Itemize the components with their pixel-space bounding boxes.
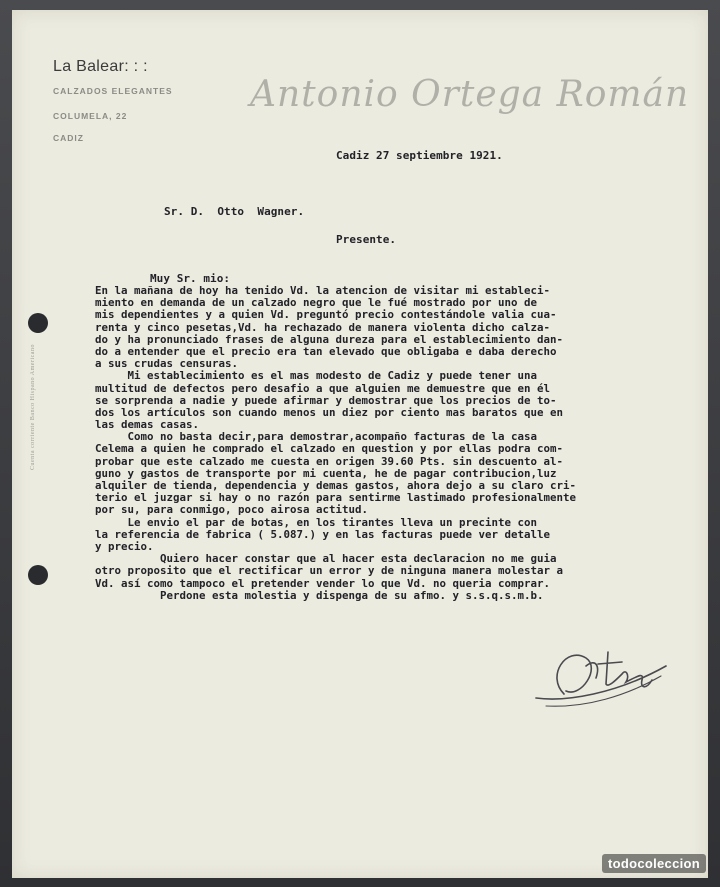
body-line: las demas casas. [95,418,200,432]
body-line: probar que este calzado me cuesta en origen 39.60 Pts. sin descuento al- [95,454,564,468]
body-line: alquiler de tienda, dependencia y demas gastos, ahora dejo a su claro cri- [95,479,577,492]
body-line: Celema a quien he comprado el calzado en question y por ellas podra com- [95,442,564,456]
body-line: do y ha pronunciado frases de alguna dureza para el establecimiento dan- [95,332,564,346]
body-line: terio el juzgar si hay o no razón para sentirme lastimado profesionalmente [95,491,577,505]
letter-salutation: Muy Sr. mio: [150,272,231,285]
body-line: dos los artículos son cuando menos un diez por ciento mas baratos que en [95,405,564,419]
body-line: Le envio el par de botas, en los tirantes lleva un precinte con [95,515,538,529]
body-line: multitud de defectos pero desafio a que alguien me demuestre que en él [95,381,551,395]
body-line: renta y cinco pesetas,Vd. ha rechazado de manera violenta dicho calza- [95,320,551,334]
body-line: y precio. [95,539,154,553]
body-line: Mi establecimiento es el mas modesto de Cadiz y puede tener una [95,369,538,383]
punch-hole [28,313,48,333]
letter-presente: Presente. [336,233,397,246]
letter-body [95,285,576,602]
body-line: se sorprenda a nadie y puede afirmar y demostrar que los precios de to- [95,393,557,407]
body-line: Como no basta decir,para demostrar,acompaño facturas de la casa [95,430,538,444]
body-line: guno y gastos de transporte por mi cuenta, he de pagar contribucion,luz [95,466,557,480]
letter-recipient: Sr. D. Otto Wagner. [164,205,305,218]
letterhead-merchant-name: Antonio Ortega Román [250,74,690,115]
handwritten-signature [526,636,676,716]
letterhead-line-1: CALZADOS ELEGANTES [53,86,173,96]
watermark: todocoleccion [602,854,706,873]
body-line: a sus crudas censuras. [95,357,239,371]
body-line: mis dependientes y a quien Vd. preguntó precio contestándole valia cua- [95,308,557,322]
body-line: Quiero hacer constar que al hacer esta declaracion no me guia [95,552,557,566]
body-line: Vd. así como tampoco el pretender vender lo que Vd. no queria comprar. [95,576,551,590]
letterhead-shop-name: La Balear: : : [53,58,148,75]
body-line: otro proposito que el rectificar un error y de ninguna manera molestar a [95,564,564,578]
body-line: En la mañana de hoy ha tenido Vd. la atencion de visitar mi estableci- [95,284,551,297]
punch-hole [28,565,48,585]
body-line: do a entender que el precio era tan elevado que obligaba e daba derecho [95,344,557,358]
body-line: Perdone esta molestia y dispenga de su afmo. y s.s.q.s.m.b. [95,588,544,602]
letterhead-line-3: CADIZ [53,133,84,143]
body-line: la referencia de fabrica ( 5.087.) y en las facturas puede ver detalle [95,527,551,541]
letterhead-line-2: COLUMELA, 22 [53,111,128,121]
body-line: miento en demanda de un calzado negro que le fué mostrado por uno de [95,296,538,310]
letter-date: Cadiz 27 septiembre 1921. [336,149,503,162]
letterhead-side-text: Cuenta corriente Banco Hispano Americano [30,344,36,470]
body-line: por su, para conmigo, poco airosa actitud. [95,503,369,517]
